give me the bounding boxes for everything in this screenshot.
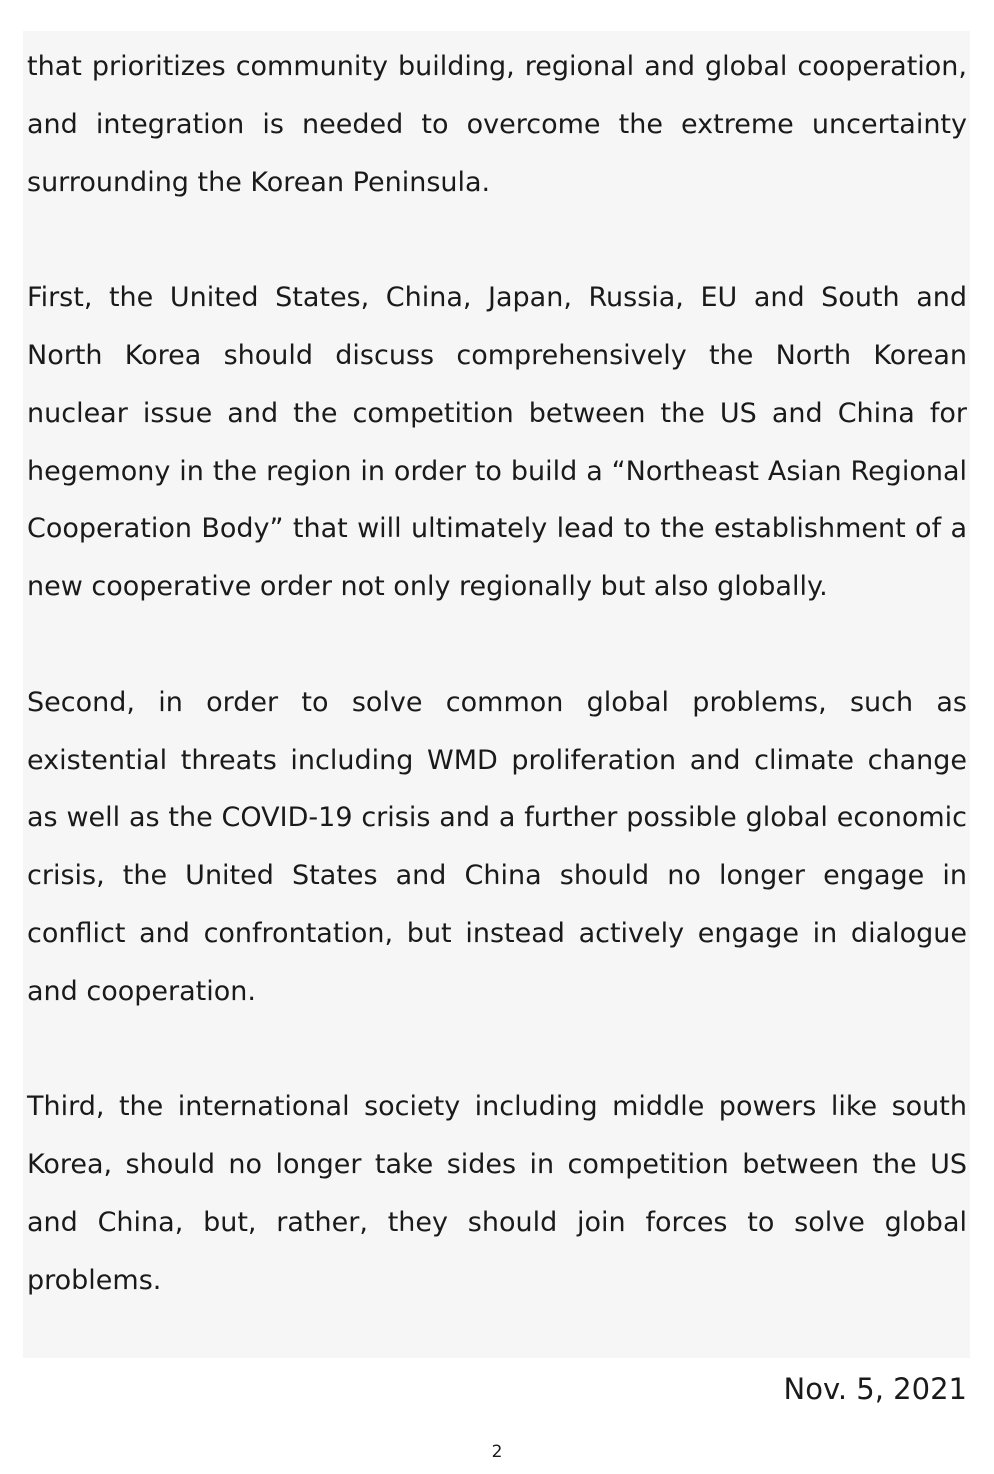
paragraph-continuation: that prioritizes community building, regional and global cooperation, and integration is needed to overcome the extreme uncertainty surrounding the Korean Peninsula. — [27, 51, 967, 198]
body-text — [27, 38, 967, 1310]
paragraph-second-point: Second, in order to solve common global problems, such as existential threats including WMD proliferation and climate change as well as the COVID-19 crisis and a further possible global economic crisis, the United States and China should no longer engage in conflict and confrontation, but instead actively engage in dialogue and cooperation. — [27, 686, 967, 1007]
document-date: Nov. 5, 2021 — [783, 1372, 967, 1406]
paragraph-third-point: Third, the international society including middle powers like south Korea, should no longer take sides in competition between the US and China, but, rather, they should join forces to solve global problems. — [27, 1091, 967, 1296]
page-number: 2 — [491, 1442, 503, 1462]
paragraph-first-point: First, the United States, China, Japan, Russia, EU and South and North Korea should discuss comprehensively the North Korean nuclear issue and the competition between the US and China for hegemony in the region in order to build a “Northeast Asian Regional Cooperation Body” that will ultimately lead to the establishment of a new cooperative order not only regionally but also globally. — [27, 282, 967, 603]
